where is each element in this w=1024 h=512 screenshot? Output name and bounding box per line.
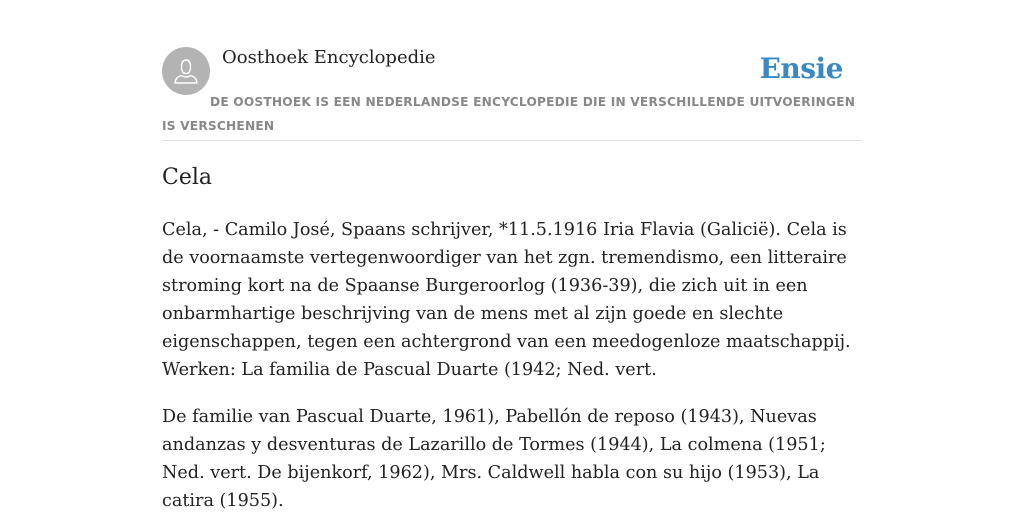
avatar[interactable] — [162, 47, 210, 95]
user-silhouette-icon — [162, 47, 210, 95]
site-tagline: DE OOSTHOEK IS EEN NEDERLANDSE ENCYCLOPEDIE DIE IN VERSCHILLENDE UITVOERINGEN IS VERSCHENEN — [162, 95, 856, 133]
entry-body — [162, 216, 862, 512]
entry-paragraph: De familie van Pascual Duarte, 1961), Pabellón de reposo (1943), Nuevas andanzas y desventuras de Lazarillo de Tormes (1944), La colmena (1951; Ned. vert. De bijenkorf, 1962), Mrs. Caldwell habla con su hijo (1953), La catira (1955). — [162, 407, 826, 511]
entry-paragraph: Cela, - Camilo José, Spaans schrijver, *11.5.1916 Iria Flavia (Galicië). Cela is de voornaamste vertegenwoordiger van het zgn. tremendismo, een litteraire stroming kort na de Spaanse Burgeroorlog (1936-39), die zich uit in een onbarmhartige beschrijving van de mens met al zijn goede en slechte eigenschappen, tegen een achtergrond van een meedogenloze maatschappij. Werken: La familia de Pascual Duarte (1942; Ned. vert. — [162, 220, 851, 380]
site-name[interactable]: Oosthoek Encyclopedie — [222, 47, 436, 68]
site-header — [162, 46, 862, 141]
ensie-logo[interactable]: Ensie — [759, 52, 843, 85]
entry-title: Cela — [162, 165, 213, 190]
